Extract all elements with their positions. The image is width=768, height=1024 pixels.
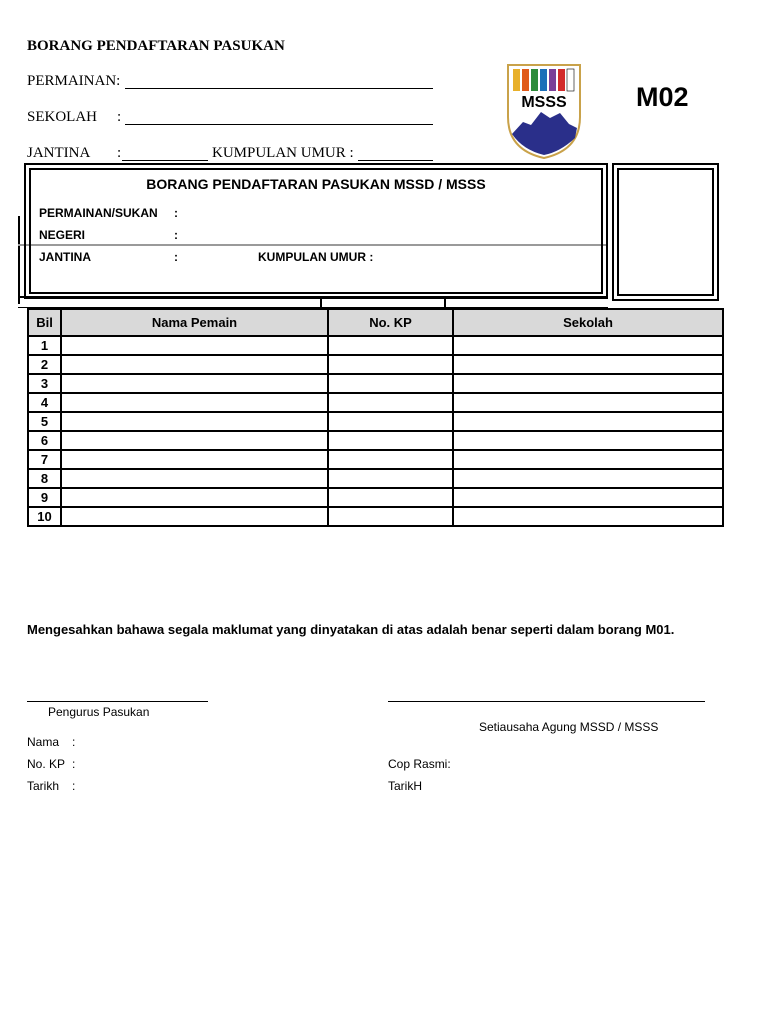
inner-kumpulan-label: KUMPULAN UMUR : bbox=[258, 250, 374, 264]
inner-negeri-label: NEGERI bbox=[39, 228, 86, 242]
sekolah-label: SEKOLAH bbox=[27, 109, 97, 125]
header-no-kp: No. KP bbox=[328, 309, 453, 336]
outer-kumpulan-label: KUMPULAN UMUR : bbox=[212, 145, 354, 161]
inner-negeri-colon: : bbox=[174, 228, 178, 242]
permainan-label: PERMAINAN: bbox=[27, 73, 121, 89]
table-row bbox=[28, 488, 723, 507]
nama-cell[interactable] bbox=[61, 469, 328, 488]
table-row bbox=[28, 431, 723, 450]
tarikh-label: Tarikh bbox=[27, 779, 60, 793]
table-row bbox=[28, 336, 723, 355]
nama-cell[interactable] bbox=[61, 355, 328, 374]
row-number: 2 bbox=[28, 355, 61, 374]
table-row bbox=[28, 507, 723, 526]
sekolah-cell[interactable] bbox=[453, 469, 723, 488]
table-row bbox=[28, 393, 723, 412]
inner-permainan-label: PERMAINAN/SUKAN bbox=[39, 206, 158, 220]
sekolah-cell[interactable] bbox=[453, 374, 723, 393]
nama-cell[interactable] bbox=[61, 431, 328, 450]
row-number: 10 bbox=[28, 507, 61, 526]
inner-jantina-label: JANTINA bbox=[39, 250, 92, 264]
pengurus-signature-line[interactable] bbox=[27, 701, 208, 702]
table-row bbox=[28, 412, 723, 431]
setiausaha-tarikh-label: TarikH bbox=[388, 779, 423, 793]
cop-rasmi-label: Cop Rasmi: bbox=[388, 757, 451, 771]
nokp-label: No. KP bbox=[27, 757, 66, 771]
kp-cell[interactable] bbox=[328, 336, 453, 355]
kp-cell[interactable] bbox=[328, 412, 453, 431]
row-number: 9 bbox=[28, 488, 61, 507]
sekolah-line[interactable] bbox=[125, 124, 433, 125]
outer-form-title: BORANG PENDAFTARAN PASUKAN bbox=[27, 38, 285, 54]
nama-cell[interactable] bbox=[61, 507, 328, 526]
tarikh-colon: : bbox=[72, 779, 76, 793]
row-number: 4 bbox=[28, 393, 61, 412]
header-sekolah: Sekolah bbox=[453, 309, 723, 336]
row-number: 7 bbox=[28, 450, 61, 469]
sekolah-colon: : bbox=[117, 109, 122, 125]
kp-cell[interactable] bbox=[328, 431, 453, 450]
nama-colon: : bbox=[72, 735, 76, 749]
msss-logo-text: MSSS bbox=[521, 94, 567, 111]
row-number: 1 bbox=[28, 336, 61, 355]
msss-logo bbox=[505, 62, 583, 160]
header-nama-pemain: Nama Pemain bbox=[61, 309, 328, 336]
permainan-line[interactable] bbox=[125, 88, 433, 89]
nama-label: Nama bbox=[27, 735, 60, 749]
form-code: M02 bbox=[636, 82, 689, 112]
nama-cell[interactable] bbox=[61, 488, 328, 507]
sekolah-cell[interactable] bbox=[453, 393, 723, 412]
kp-cell[interactable] bbox=[328, 507, 453, 526]
setiausaha-signature-line[interactable] bbox=[388, 701, 705, 702]
sekolah-cell[interactable] bbox=[453, 355, 723, 374]
table-row bbox=[28, 450, 723, 469]
row-number: 8 bbox=[28, 469, 61, 488]
sekolah-cell[interactable] bbox=[453, 507, 723, 526]
sekolah-cell[interactable] bbox=[453, 431, 723, 450]
table-row bbox=[28, 374, 723, 393]
pengurus-title: Pengurus Pasukan bbox=[48, 705, 150, 719]
nama-cell[interactable] bbox=[61, 336, 328, 355]
kp-cell[interactable] bbox=[328, 355, 453, 374]
nama-cell[interactable] bbox=[61, 412, 328, 431]
sekolah-cell[interactable] bbox=[453, 450, 723, 469]
nama-cell[interactable] bbox=[61, 374, 328, 393]
jantina-label: JANTINA bbox=[27, 145, 91, 161]
row-number: 3 bbox=[28, 374, 61, 393]
kp-cell[interactable] bbox=[328, 488, 453, 507]
jantina-line[interactable] bbox=[122, 160, 208, 161]
player-table bbox=[27, 308, 724, 527]
outer-kumpulan-line[interactable] bbox=[358, 160, 433, 161]
nama-cell[interactable] bbox=[61, 393, 328, 412]
declaration-text: Mengesahkan bahawa segala maklumat yang dinyatakan di atas adalah benar seperti dalam borang M01. bbox=[27, 622, 675, 637]
inner-jantina-colon: : bbox=[174, 250, 178, 264]
header-bil: Bil bbox=[28, 309, 61, 336]
kp-cell[interactable] bbox=[328, 393, 453, 412]
ghost-border-left bbox=[18, 216, 20, 304]
setiausaha-title: Setiausaha Agung MSSD / MSSS bbox=[479, 720, 659, 734]
nokp-colon: : bbox=[72, 757, 76, 771]
kp-cell[interactable] bbox=[328, 469, 453, 488]
kp-cell[interactable] bbox=[328, 450, 453, 469]
sekolah-cell[interactable] bbox=[453, 488, 723, 507]
inner-permainan-colon: : bbox=[174, 206, 178, 220]
nama-cell[interactable] bbox=[61, 450, 328, 469]
kp-cell[interactable] bbox=[328, 374, 453, 393]
sekolah-cell[interactable] bbox=[453, 336, 723, 355]
row-number: 5 bbox=[28, 412, 61, 431]
table-row bbox=[28, 355, 723, 374]
jantina-colon: : bbox=[117, 145, 122, 161]
row-number: 6 bbox=[28, 431, 61, 450]
photo-frame[interactable] bbox=[617, 168, 714, 296]
table-row bbox=[28, 469, 723, 488]
sekolah-cell[interactable] bbox=[453, 412, 723, 431]
inner-form-title: BORANG PENDAFTARAN PASUKAN MSSD / MSSS bbox=[146, 176, 486, 192]
